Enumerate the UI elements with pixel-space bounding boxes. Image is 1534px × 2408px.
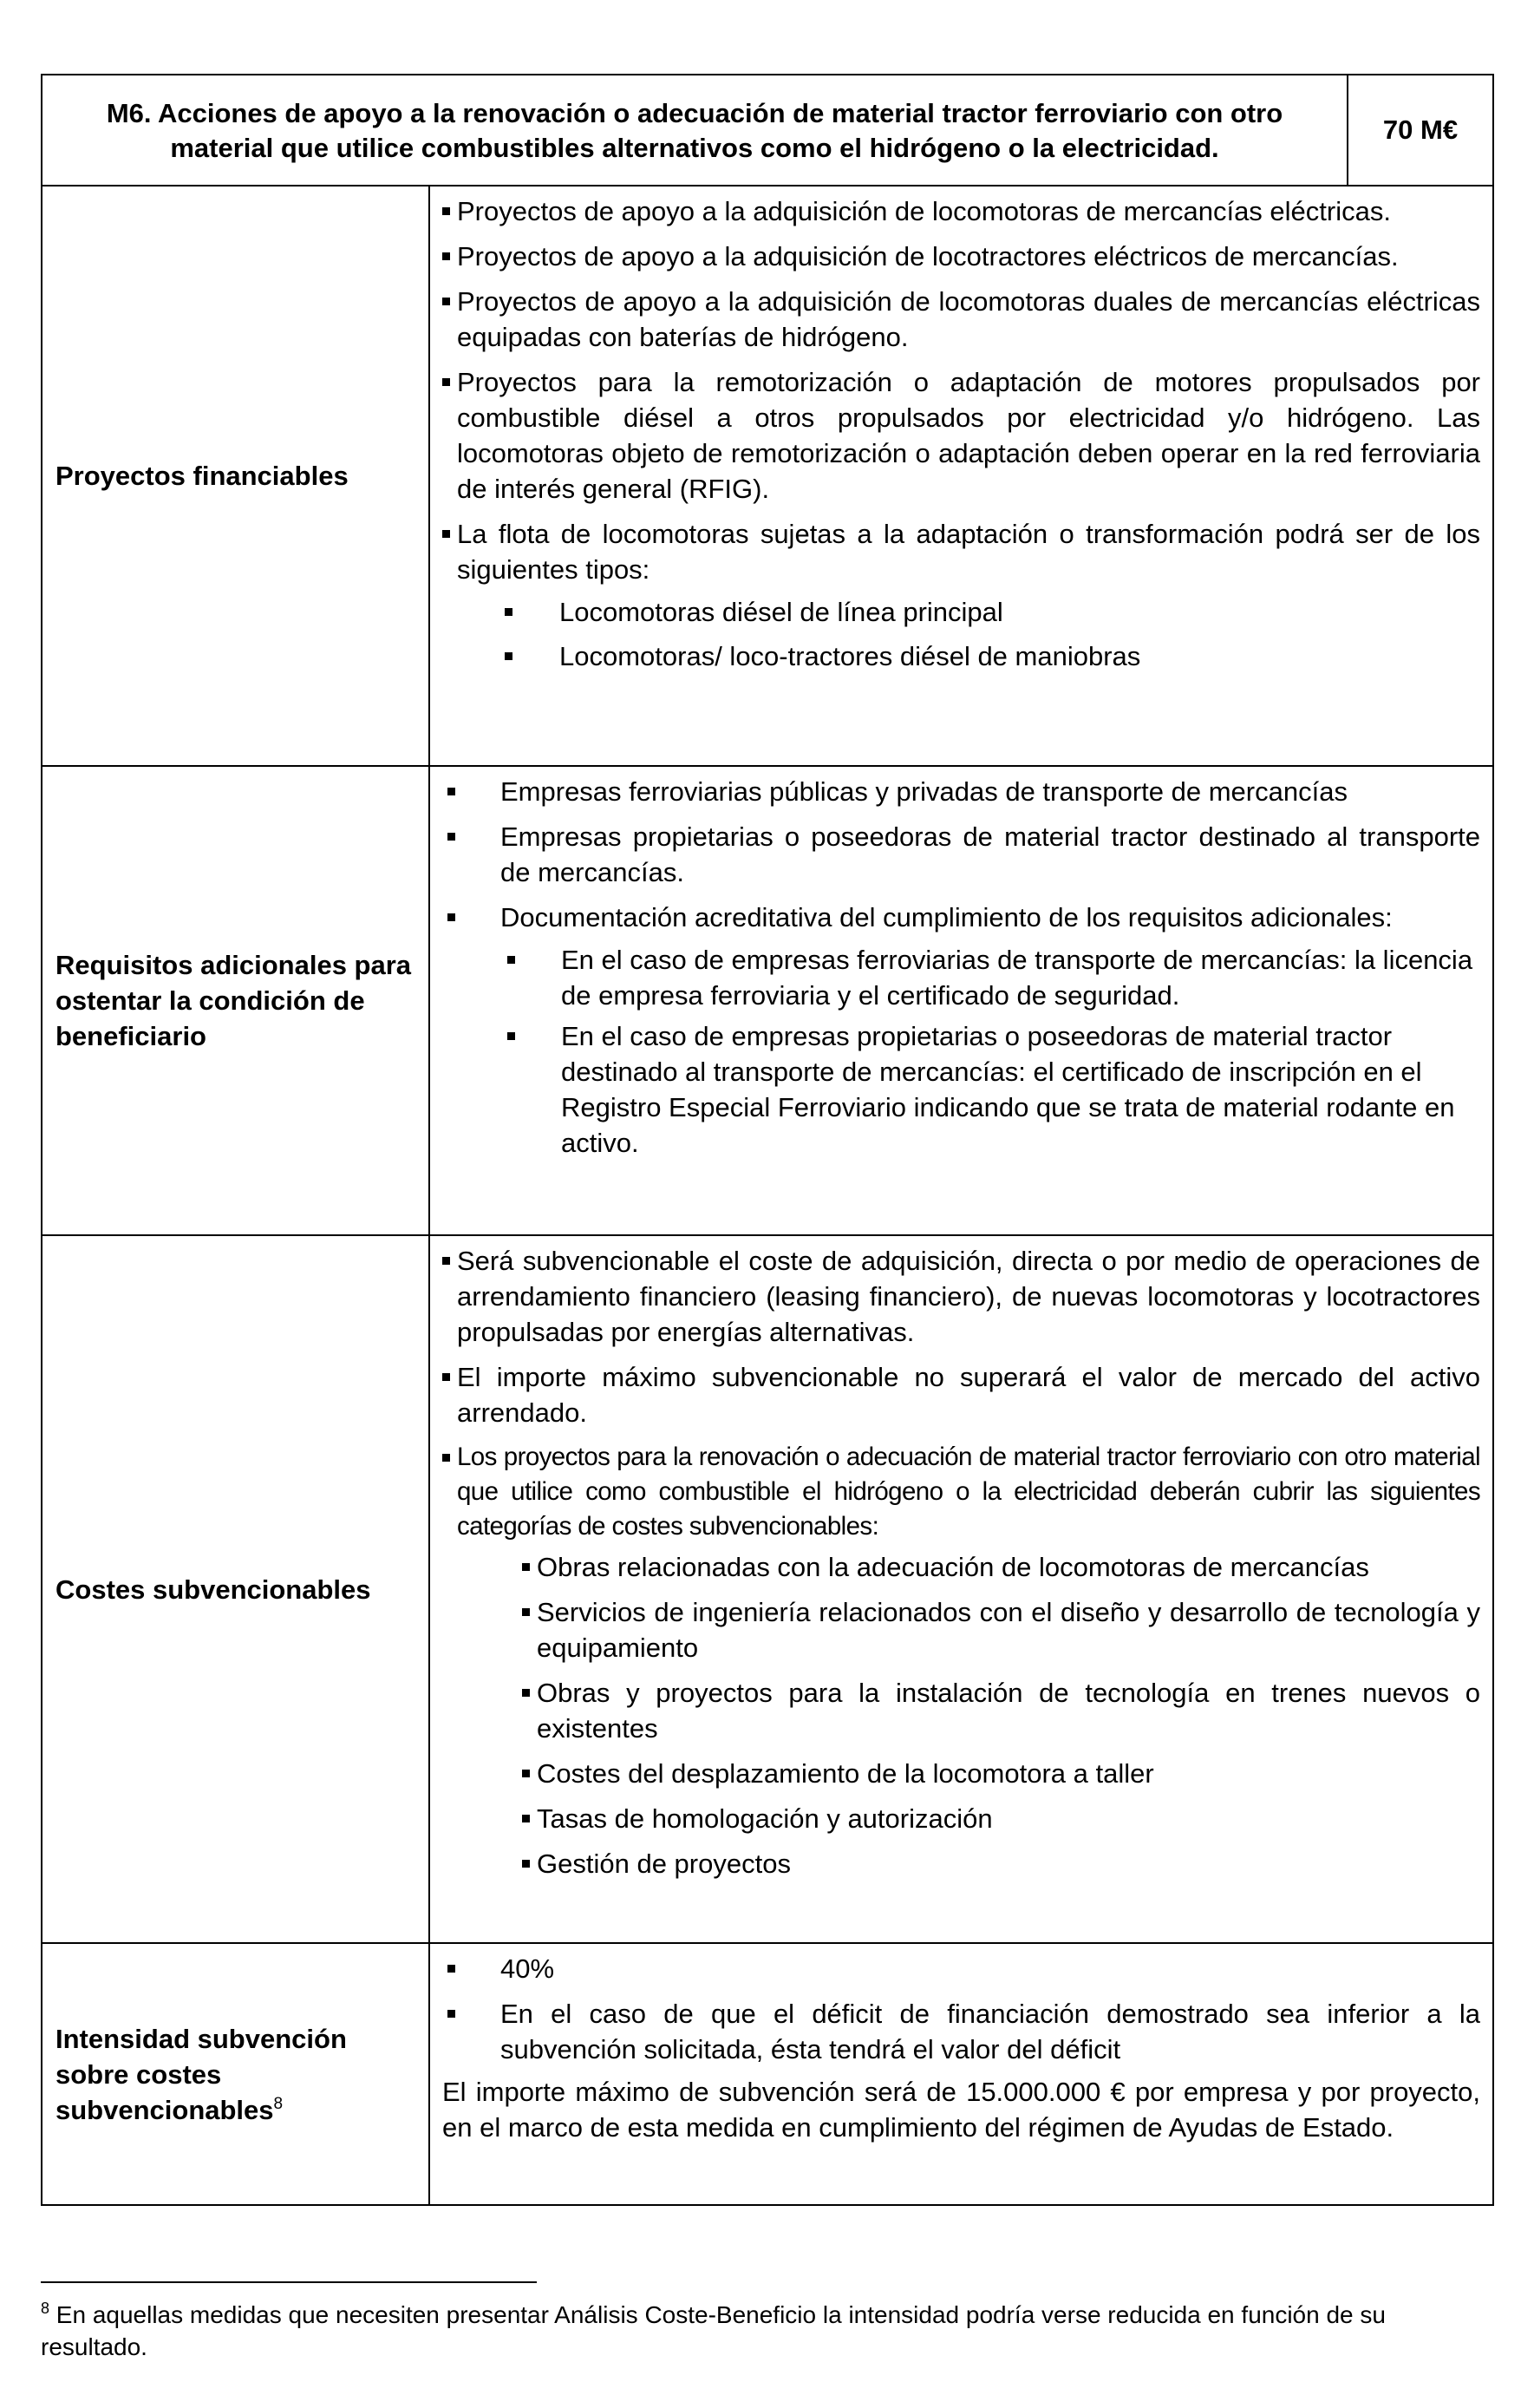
row-requisitos-adicionales — [42, 766, 1493, 1235]
requisitos-sublist — [442, 942, 1480, 1161]
measure-amount: 70 M€ — [1348, 75, 1493, 186]
list-item: La flota de locomotoras sujetas a la adaptación o transformación podrá ser de los siguientes tipos: — [442, 516, 1480, 587]
row-content-intensidad — [429, 1943, 1493, 2205]
list-item: En el caso de que el déficit de financiación demostrado sea inferior a la subvención solicitada, ésta tendrá el valor del déficit — [442, 1996, 1480, 2067]
list-item: Proyectos para la remotorización o adaptación de motores propulsados por combustible diésel a otros propulsados por electricidad y/o hidrógeno. Las locomotoras objeto de remotorización o adaptación deben operar en la red ferroviaria de interés general (RFIG). — [442, 364, 1480, 507]
list-item: Proyectos de apoyo a la adquisición de locomotoras de mercancías eléctricas. — [442, 193, 1480, 229]
list-item: Los proyectos para la renovación o adecuación de material tractor ferroviario con otro material que utilice como combustible el hidrógeno o la electricidad deberán cubrir las siguientes categorías de costes subvencionables: — [442, 1440, 1480, 1544]
list-item: Costes del desplazamiento de la locomotora a taller — [442, 1756, 1480, 1791]
row-label-intensidad-text: Intensidad subvención sobre costes subvencionables — [55, 2023, 347, 2125]
measure-header-row — [42, 75, 1493, 186]
list-item: En el caso de empresas propietarias o poseedoras de material tractor destinado al transporte de mercancías: el certificado de inscripción en el Registro Especial Ferroviario indicando que se trata de material rodante en activo. — [442, 1018, 1480, 1161]
row-label-requisitos: Requisitos adicionales para ostentar la condición de beneficiario — [42, 766, 429, 1235]
row-intensidad-subvencion — [42, 1943, 1493, 2205]
proyectos-list — [442, 193, 1480, 587]
costes-list — [442, 1243, 1480, 1544]
measure-title: M6. Acciones de apoyo a la renovación o adecuación de material tractor ferroviario con otro material que utilice combustibles alternativos como el hidrógeno o la electricidad. — [42, 75, 1348, 186]
list-item: Locomotoras diésel de línea principal — [442, 594, 1480, 630]
row-costes-subvencionables — [42, 1235, 1493, 1943]
proyectos-sublist — [442, 594, 1480, 674]
list-item: Proyectos de apoyo a la adquisición de locotractores eléctricos de mercancías. — [442, 239, 1480, 274]
list-item: En el caso de empresas ferroviarias de transporte de mercancías: la licencia de empresa ferroviaria y el certificado de seguridad. — [442, 942, 1480, 1013]
list-item: Obras y proyectos para la instalación de tecnología en trenes nuevos o existentes — [442, 1675, 1480, 1746]
row-label-proyectos: Proyectos financiables — [42, 186, 429, 766]
footnote — [41, 2299, 1494, 2363]
row-content-costes — [429, 1235, 1493, 1943]
list-item: 40% — [442, 1951, 1480, 1986]
list-item: Empresas propietarias o poseedoras de material tractor destinado al transporte de mercancías. — [442, 819, 1480, 890]
list-item: Empresas ferroviarias públicas y privadas de transporte de mercancías — [442, 774, 1480, 809]
footnote-separator — [41, 2281, 537, 2283]
list-item: Gestión de proyectos — [442, 1846, 1480, 1881]
list-item: Obras relacionadas con la adecuación de locomotoras de mercancías — [442, 1549, 1480, 1585]
list-item: Tasas de homologación y autorización — [442, 1801, 1480, 1836]
requisitos-list — [442, 774, 1480, 935]
list-item: Servicios de ingeniería relacionados con el diseño y desarrollo de tecnología y equipamiento — [442, 1594, 1480, 1665]
row-label-costes: Costes subvencionables — [42, 1235, 429, 1943]
row-label-intensidad — [42, 1943, 429, 2205]
list-item: Locomotoras/ loco-tractores diésel de maniobras — [442, 638, 1480, 674]
list-item: Proyectos de apoyo a la adquisición de locomotoras duales de mercancías eléctricas equipadas con baterías de hidrógeno. — [442, 284, 1480, 355]
list-item: Documentación acreditativa del cumplimiento de los requisitos adicionales: — [442, 900, 1480, 935]
list-item: Será subvencionable el coste de adquisición, directa o por medio de operaciones de arrendamiento financiero (leasing financiero), de nuevas locomotoras y locotractores propulsadas por energías alternativas. — [442, 1243, 1480, 1350]
row-content-proyectos — [429, 186, 1493, 766]
footnote-reference: 8 — [273, 2094, 284, 2113]
costes-sublist — [442, 1549, 1480, 1881]
list-item: El importe máximo subvencionable no superará el valor de mercado del activo arrendado. — [442, 1359, 1480, 1430]
intensidad-list — [442, 1951, 1480, 2067]
footnote-number: 8 — [41, 2300, 50, 2317]
row-content-requisitos — [429, 766, 1493, 1235]
row-proyectos-financiables — [42, 186, 1493, 766]
footnote-text: En aquellas medidas que necesiten presentar Análisis Coste-Beneficio la intensidad podría verse reducida en función de su resultado. — [41, 2301, 1386, 2360]
measure-table — [41, 74, 1494, 2206]
intensidad-paragraph: El importe máximo de subvención será de 15.000.000 € por empresa y por proyecto, en el marco de esta medida en cumplimiento del régimen de Ayudas de Estado. — [442, 2077, 1481, 2143]
